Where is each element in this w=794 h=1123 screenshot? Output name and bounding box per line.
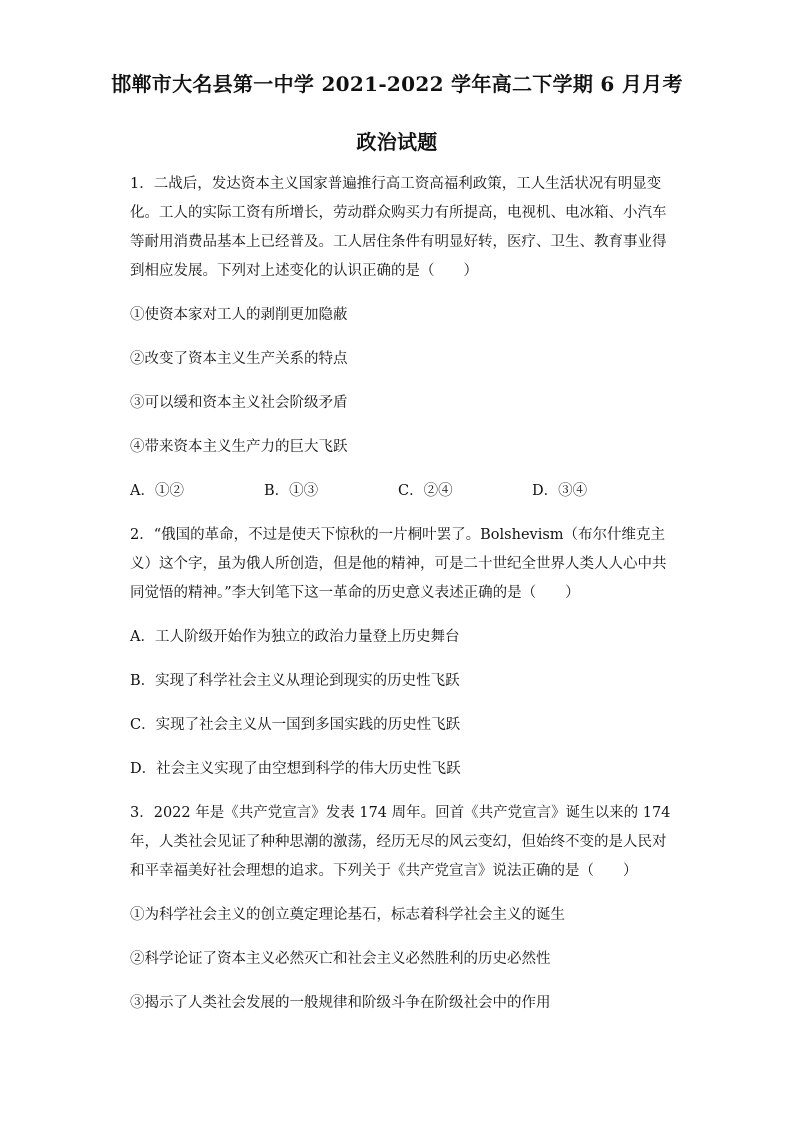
stem-line: 1．二战后，发达资本主义国家普遍推行高工资高福利政策，工人生活状况有明显变 xyxy=(130,176,662,192)
stem-line: 等耐用消费品基本上已经普及。工人居住条件有明显好转，医疗、卫生、教育事业得 xyxy=(130,234,667,250)
choice-d: D．社会主义实现了由空想到科学的伟大历史性飞跃 xyxy=(130,761,461,777)
stem-line: 和平幸福美好社会理想的追求。下列关于《共产党宣言》说法正确的是（ ） xyxy=(130,863,638,879)
exam-subject: 政治试题 xyxy=(356,130,438,154)
question-3 xyxy=(130,799,671,1018)
question-stem xyxy=(130,170,666,286)
statement-2: ②改变了资本主义生产关系的特点 xyxy=(130,351,348,367)
stem-line: 化。工人的实际工资有所增长，劳动群众购买力有所提高，电视机、电冰箱、小汽车 xyxy=(130,205,667,221)
stem-line: 到相应发展。下列对上述变化的认识正确的是（ ） xyxy=(130,263,478,279)
stem-line: 义）这个字，虽为俄人所创造，但是他的精神，可是二十世纪全世界人类人人心中共 xyxy=(130,556,667,572)
statement-3: ③可以缓和资本主义社会阶级矛盾 xyxy=(130,395,348,411)
question-1 xyxy=(130,170,666,506)
choice-row xyxy=(130,477,666,506)
choice-b: B．①③ xyxy=(264,483,319,499)
question-list xyxy=(130,170,671,1018)
exam-title: 邯郸市大名县第一中学 2021-2022 学年高二下学期 6 月月考 xyxy=(111,72,683,96)
statement-2: ②科学论证了资本主义必然灭亡和社会主义必然胜利的历史必然性 xyxy=(130,951,551,967)
choice-c: C．②④ xyxy=(398,483,453,499)
choice-a: A．①② xyxy=(130,483,184,499)
stem-line: 3．2022 年是《共产党宣言》发表 174 周年。回首《共产党宣言》诞生以来的 174 xyxy=(130,805,671,821)
choice-c: C．实现了社会主义从一国到多国实践的历史性飞跃 xyxy=(130,717,461,733)
statement-1: ①为科学社会主义的创立奠定理论基石，标志着科学社会主义的诞生 xyxy=(130,907,565,923)
stem-line: 年，人类社会见证了种种思潮的激荡，经历无尽的风云变幻，但始终不变的是人民对 xyxy=(130,834,667,850)
choice-a: A．工人阶级开始作为独立的政治力量登上历史舞台 xyxy=(130,629,460,645)
statement-3: ③揭示了人类社会发展的一般规律和阶级斗争在阶级社会中的作用 xyxy=(130,995,551,1011)
choice-d: D．③④ xyxy=(532,483,588,499)
question-stem xyxy=(130,799,671,886)
stem-line: 同觉悟的精神。”李大钊笔下这一革命的历史意义表述正确的是（ ） xyxy=(130,585,580,601)
statement-1: ①使资本家对工人的剥削更加隐蔽 xyxy=(130,307,348,323)
choice-b: B．实现了科学社会主义从理论到现实的历史性飞跃 xyxy=(130,673,460,689)
statement-4: ④带来资本主义生产力的巨大飞跃 xyxy=(130,439,348,455)
stem-line: 2．“俄国的革命，不过是使天下惊秋的一片桐叶罢了。Bolshevism（布尔什维克主 xyxy=(130,527,666,543)
question-stem xyxy=(130,521,666,608)
question-2 xyxy=(130,521,666,784)
